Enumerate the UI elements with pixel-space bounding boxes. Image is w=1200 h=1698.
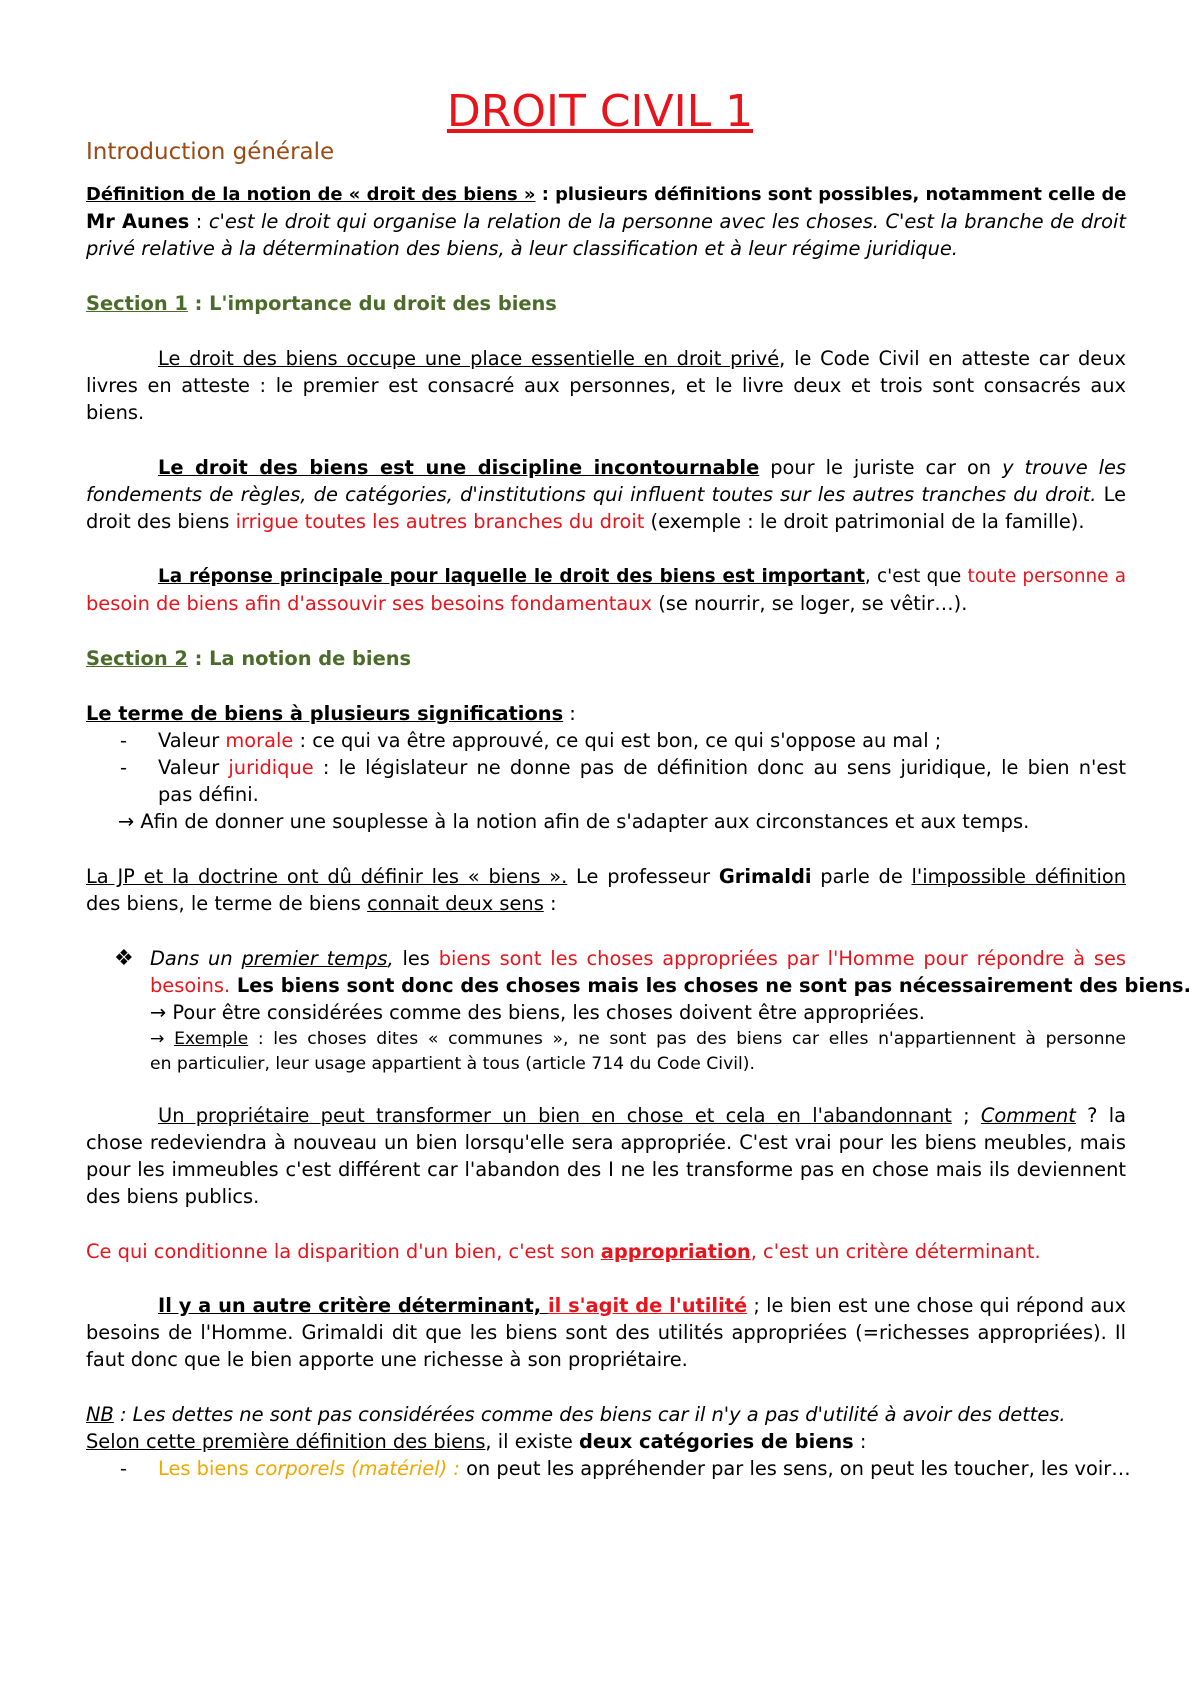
jp-colon: : <box>543 892 557 915</box>
arrow-right-icon: → <box>150 1029 165 1049</box>
p3-text: , c'est que <box>864 566 968 587</box>
p2-italic-2: fondements de règles, de catégories, d'institutions qui influent toutes sur les autres tranches du droit. <box>86 483 1097 506</box>
red-text-2: , c'est un critère déterminant. <box>750 1240 1041 1263</box>
p5-text: ; le bien est une chose qui répond aux <box>747 1294 1126 1317</box>
dash-bullet: - <box>120 756 127 779</box>
arrow-right-icon: → <box>150 1001 167 1024</box>
terme-underlined: Le terme de biens à plusieurs significations <box>86 702 564 725</box>
jp-underlined-3: connait deux sens <box>367 892 544 915</box>
dash-bullet: - <box>120 729 127 752</box>
selon-text: , il existe <box>485 1430 579 1453</box>
diamond-comma: , <box>387 947 403 970</box>
definition-line-2 <box>86 208 1126 235</box>
diamond-line-5: en particulier, leur usage appartient à tous (article 714 du Code Civil). <box>150 1054 755 1074</box>
nb-label: NB <box>86 1403 114 1426</box>
jp-grimaldi: Grimaldi <box>718 865 812 888</box>
author-name: Mr Aunes <box>86 210 190 233</box>
p3-red: toute personne a <box>967 566 1126 587</box>
bullet-morale <box>158 727 1198 754</box>
p4-comment: Comment <box>980 1104 1076 1127</box>
jp-line-2 <box>86 890 1126 917</box>
paragraph-2-line-2 <box>86 481 1126 508</box>
bullet-2-text: : le législateur ne donne pas de définition donc au sens juridique, le bien n'est <box>313 756 1126 779</box>
diamond-bullet-icon: ❖ <box>114 946 134 971</box>
bullet-juridique <box>158 754 1126 781</box>
arrow-text: Afin de donner une souplesse à la notion afin de s'adapter aux circonstances et aux temps. <box>134 810 1030 833</box>
diamond-underlined: premier temps <box>241 947 388 970</box>
appropriation-term: appropriation <box>600 1240 751 1263</box>
definition-line-3: privé relative à la détermination des biens, à leur classification et à leur régime juridique. <box>86 237 958 260</box>
definition-line-1 <box>86 181 1126 208</box>
definition-text: : plusieurs définitions sont possibles, notamment celle de <box>535 184 1127 205</box>
separator: : <box>189 210 209 233</box>
selon-bold: deux catégories de biens <box>578 1430 854 1453</box>
diamond-text-3: Pour être considérées comme des biens, les choses doivent être appropriées. <box>166 1001 925 1024</box>
definition-term: Définition de la notion de « droit des biens » <box>86 184 536 205</box>
exemple-text: : les choses dites « communes », ne sont pas des biens car elles n'appartiennent à personne <box>248 1029 1126 1049</box>
nb-line <box>86 1401 1126 1428</box>
paragraph-4-line-1 <box>158 1102 1126 1129</box>
last-orange: Les biens <box>158 1457 255 1480</box>
p5-utilite: il s'agit de l'utilité <box>547 1294 748 1317</box>
section-1-heading <box>86 290 1126 317</box>
diamond-line-4 <box>150 1026 1126 1053</box>
selon-colon: : <box>853 1430 867 1453</box>
jp-underlined-2: l'impossible définition <box>911 865 1126 888</box>
bullet-2-prefix: Valeur <box>158 756 229 779</box>
p2-italic: y trouve les <box>1002 456 1126 479</box>
p4-sep: ; <box>951 1104 981 1127</box>
p2-red: irrigue toutes les autres branches du droit <box>235 510 645 533</box>
paragraph-5-line-3: faut donc que le bien apporte une richesse à son propriétaire. <box>86 1348 688 1371</box>
section-1-label: Section 1 <box>86 292 188 315</box>
jp-underlined: La JP et la doctrine ont dû définir les « biens ». <box>86 865 568 888</box>
last-text: on peut les appréhender par les sens, on peut les toucher, les voir… <box>466 1457 1131 1480</box>
bullet-juridique-cont: pas défini. <box>158 783 259 806</box>
p2-text-2: Le <box>1096 483 1127 506</box>
diamond-line-1 <box>150 945 1126 972</box>
last-bullet <box>158 1455 1198 1482</box>
paragraph-4-line-4: des biens publics. <box>86 1185 260 1208</box>
last-orange-italic: corporels (matériel) <box>254 1457 448 1480</box>
diamond-text: les <box>402 947 439 970</box>
arrow-right-icon: → <box>118 810 135 833</box>
dash-bullet: - <box>120 1457 127 1480</box>
bullet-1-text: : ce qui va être approuvé, ce qui est bon, ce qui s'oppose au mal ; <box>293 729 942 752</box>
p1-text: , le Code Civil en atteste car deux <box>779 347 1126 370</box>
page-title: DROIT CIVIL 1 <box>446 86 754 137</box>
exemple-label: Exemple <box>174 1029 249 1049</box>
diamond-italic: Dans un <box>150 947 242 970</box>
terme-line <box>86 700 1126 727</box>
paragraph-4-line-3: pour les immeubles c'est différent car l'abandon des I ne les transforme pas en chose mais ils deviennent <box>86 1158 1126 1181</box>
bullet-1-prefix: Valeur <box>158 729 226 752</box>
p2-text-3: droit des biens <box>86 510 236 533</box>
diamond-red-2: besoins. <box>150 974 231 997</box>
last-orange-colon: : <box>447 1457 467 1480</box>
jp-line-1 <box>86 863 1126 890</box>
terme-colon: : <box>563 702 576 725</box>
paragraph-2-line-1 <box>158 454 1126 481</box>
arrow-line <box>118 808 1158 835</box>
p2-text-4: (exemple : le droit patrimonial de la famille). <box>644 510 1085 533</box>
bullet-2-red: juridique <box>228 756 314 779</box>
red-statement <box>86 1238 1126 1265</box>
paragraph-1-line-3: biens. <box>86 401 145 424</box>
p2-underlined: Le droit des biens est une discipline incontournable <box>158 456 760 479</box>
section-1-title: : L'importance du droit des biens <box>187 292 557 315</box>
p1-underlined: Le droit des biens occupe une place essentielle en droit privé <box>158 347 780 370</box>
intro-heading: Introduction générale <box>86 139 335 165</box>
diamond-line-2 <box>150 972 1190 999</box>
diamond-red: biens sont les choses appropriées par l'Homme pour répondre à ses <box>438 947 1126 970</box>
selon-underlined: Selon cette première définition des biens <box>86 1430 486 1453</box>
paragraph-2-line-3 <box>86 508 1126 535</box>
paragraph-4-line-2: chose redeviendra à nouveau un bien lorsqu'elle sera appropriée. C'est vrai pour les biens meubles, mais <box>86 1131 1126 1154</box>
section-2-title: : La notion de biens <box>187 647 412 670</box>
paragraph-1-line-2: livres en atteste : le premier est consacré aux personnes, et le livre deux et trois sont consacrés aux <box>86 374 1126 397</box>
diamond-line-3 <box>150 999 1190 1026</box>
p3-red-2: besoin de biens afin d'assouvir ses besoins fondamentaux <box>86 592 653 615</box>
section-2-label: Section 2 <box>86 647 188 670</box>
p5-underlined: Il y a un autre critère déterminant, <box>158 1294 548 1317</box>
diamond-bold: Les biens sont donc des choses mais les choses ne sont pas nécessairement des biens. <box>230 974 1191 997</box>
jp-text-3: des biens, le terme de biens <box>86 892 368 915</box>
p4-text: ? la <box>1075 1104 1126 1127</box>
selon-line <box>86 1428 1126 1455</box>
paragraph-3-line-1 <box>158 563 1126 590</box>
definition-quote: c'est le droit qui organise la relation de la personne avec les choses. C'est la branche de droit <box>208 210 1126 233</box>
paragraph-5-line-1 <box>158 1292 1126 1319</box>
jp-text-2: parle de <box>811 865 912 888</box>
red-text: Ce qui conditionne la disparition d'un bien, c'est son <box>86 1240 601 1263</box>
bullet-1-red: morale <box>225 729 294 752</box>
paragraph-3-line-2 <box>86 590 1126 617</box>
jp-text: Le professeur <box>567 865 719 888</box>
paragraph-1-line-1 <box>158 345 1126 372</box>
p2-text: pour le juriste car on <box>759 456 1003 479</box>
p3-text-2: (se nourrir, se loger, se vêtir…). <box>652 592 968 615</box>
section-2-heading <box>86 645 1126 672</box>
nb-text: : Les dettes ne sont pas considérées comme des biens car il n'y a pas d'utilité à avoir des dettes. <box>113 1403 1066 1426</box>
p3-underlined: La réponse principale pour laquelle le droit des biens est important <box>158 566 865 587</box>
paragraph-5-line-2: besoins de l'Homme. Grimaldi dit que les biens sont des utilités appropriées (=richesses appropriées). Il <box>86 1321 1126 1344</box>
p4-underlined: Un propriétaire peut transformer un bien en chose et cela en l'abandonnant <box>158 1104 952 1127</box>
